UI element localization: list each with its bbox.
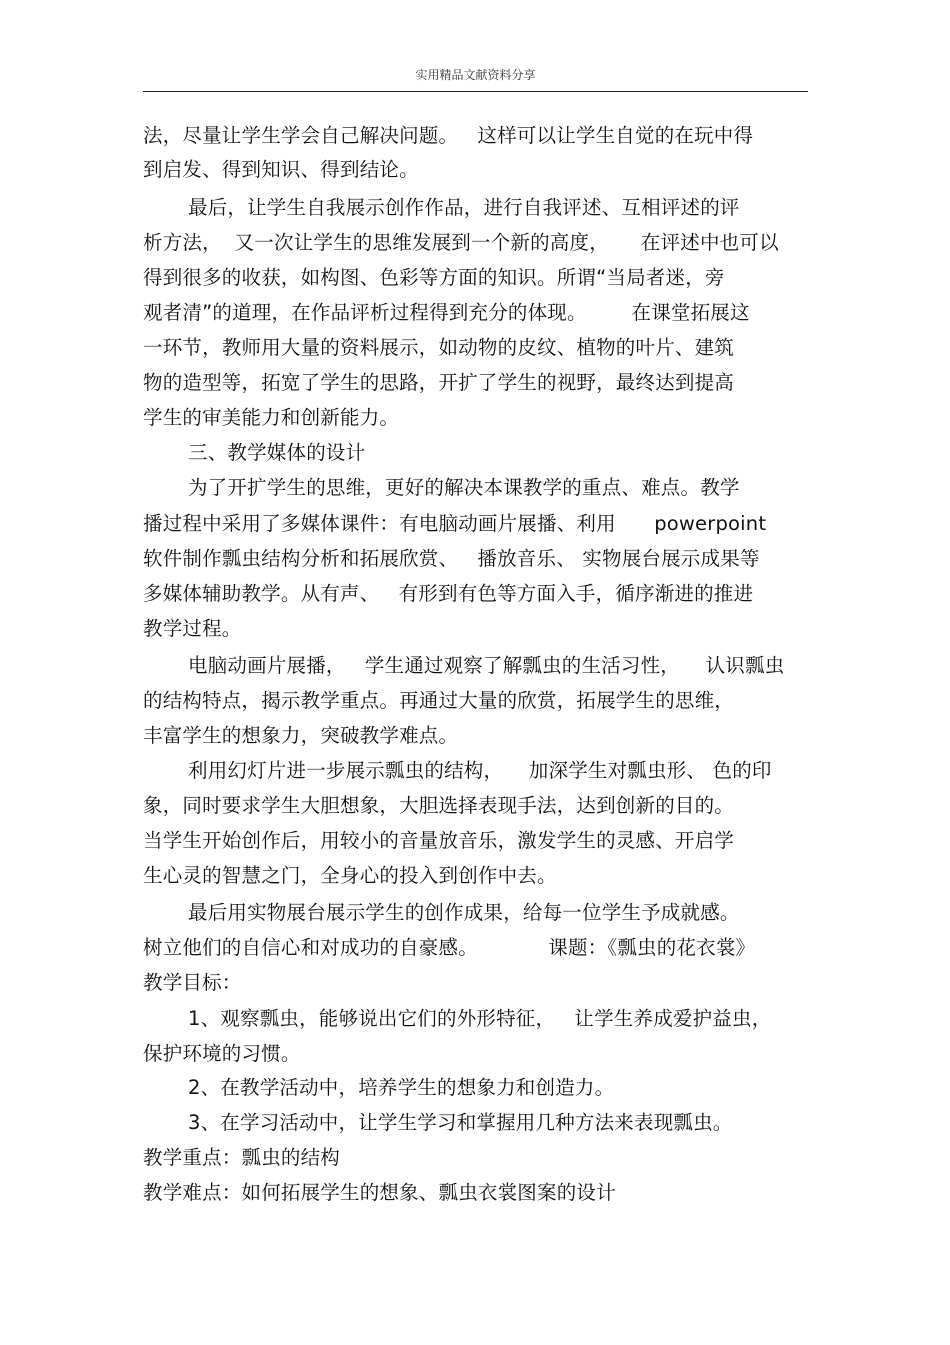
- text-line: 法，尽量让学生学会自己解决问题。 这样可以让学生自觉的在玩中得: [143, 124, 754, 147]
- text-line: 当学生开始创作后，用较小的音量放音乐，激发学生的灵感、开启学: [143, 829, 735, 852]
- text-line: 软件制作瓢虫结构分析和拓展欣赏、 播放音乐、 实物展台展示成果等: [143, 547, 760, 570]
- list-item: 3、在学习活动中，让学生学习和掌握用几种方法来表现瓢虫。: [188, 1111, 733, 1134]
- text-line: 教学过程。: [143, 617, 242, 640]
- text-line: 一环节，教师用大量的资料展示，如动物的皮纹、植物的叶片、建筑: [143, 336, 735, 359]
- page-header-title: 实用精品文献资料分享: [415, 68, 536, 82]
- text-line: 教学重点：瓢虫的结构: [143, 1146, 341, 1169]
- text-line: 物的造型等，拓宽了学生的思路，开扩了学生的视野，最终达到提高: [143, 371, 735, 394]
- text-line: 观者清”的道理，在作品评析过程得到充分的体现。 在课堂拓展这: [143, 301, 750, 324]
- text-line: 象，同时要求学生大胆想象，大胆选择表现手法，达到创新的目的。: [143, 794, 735, 817]
- text-line: 播过程中采用了多媒体课件：有电脑动画片展播、利用 powerpoint: [143, 512, 767, 535]
- text-line: 得到很多的收获，如构图、色彩等方面的知识。所谓“当局者迷，旁: [143, 266, 725, 289]
- text-line: 析方法， 又一次让学生的思维发展到一个新的高度， 在评述中也可以: [143, 231, 779, 254]
- text-line: 教学目标：: [143, 971, 242, 994]
- text-line: 多媒体辅助教学。从有声、 有形到有色等方面入手，循序渐进的推进: [143, 582, 754, 605]
- header-divider: [143, 91, 808, 92]
- text-line: 树立他们的自信心和对成功的自豪感。 课题：《瓢虫的花衣裳》: [143, 936, 756, 959]
- section-heading: 三、教学媒体的设计: [188, 441, 366, 464]
- text-line: 电脑动画片展播， 学生通过观察了解瓢虫的生活习性， 认识瓢虫: [188, 654, 785, 677]
- text-line: 生心灵的智慧之门，全身心的投入到创作中去。: [143, 864, 557, 887]
- text-line: 到启发、得到知识、得到结论。: [143, 158, 419, 181]
- text-line: 为了开扩学生的思维，更好的解决本课教学的重点、难点。教学: [188, 476, 740, 499]
- text-line: 教学难点：如何拓展学生的想象、瓢虫衣裳图案的设计: [143, 1181, 616, 1204]
- text-line: 的结构特点，揭示教学重点。再通过大量的欣赏，拓展学生的思维，: [143, 689, 735, 712]
- text-line: 丰富学生的想象力，突破教学难点。: [143, 724, 459, 747]
- text-line: 最后，让学生自我展示创作作品，进行自我评述、互相评述的评: [188, 196, 740, 219]
- text-line: 学生的审美能力和创新能力。: [143, 406, 400, 429]
- text-line: 利用幻灯片进一步展示瓢虫的结构， 加深学生对瓢虫形、 色的印: [188, 759, 772, 782]
- text-line: 保护环境的习惯。: [143, 1042, 301, 1065]
- list-item: 1、观察瓢虫，能够说出它们的外形特征， 让学生养成爱护益虫，: [188, 1007, 772, 1030]
- list-item: 2、在教学活动中，培养学生的想象力和创造力。: [188, 1076, 615, 1099]
- text-line: 最后用实物展台展示学生的创作成果，给每一位学生予成就感。: [188, 901, 740, 924]
